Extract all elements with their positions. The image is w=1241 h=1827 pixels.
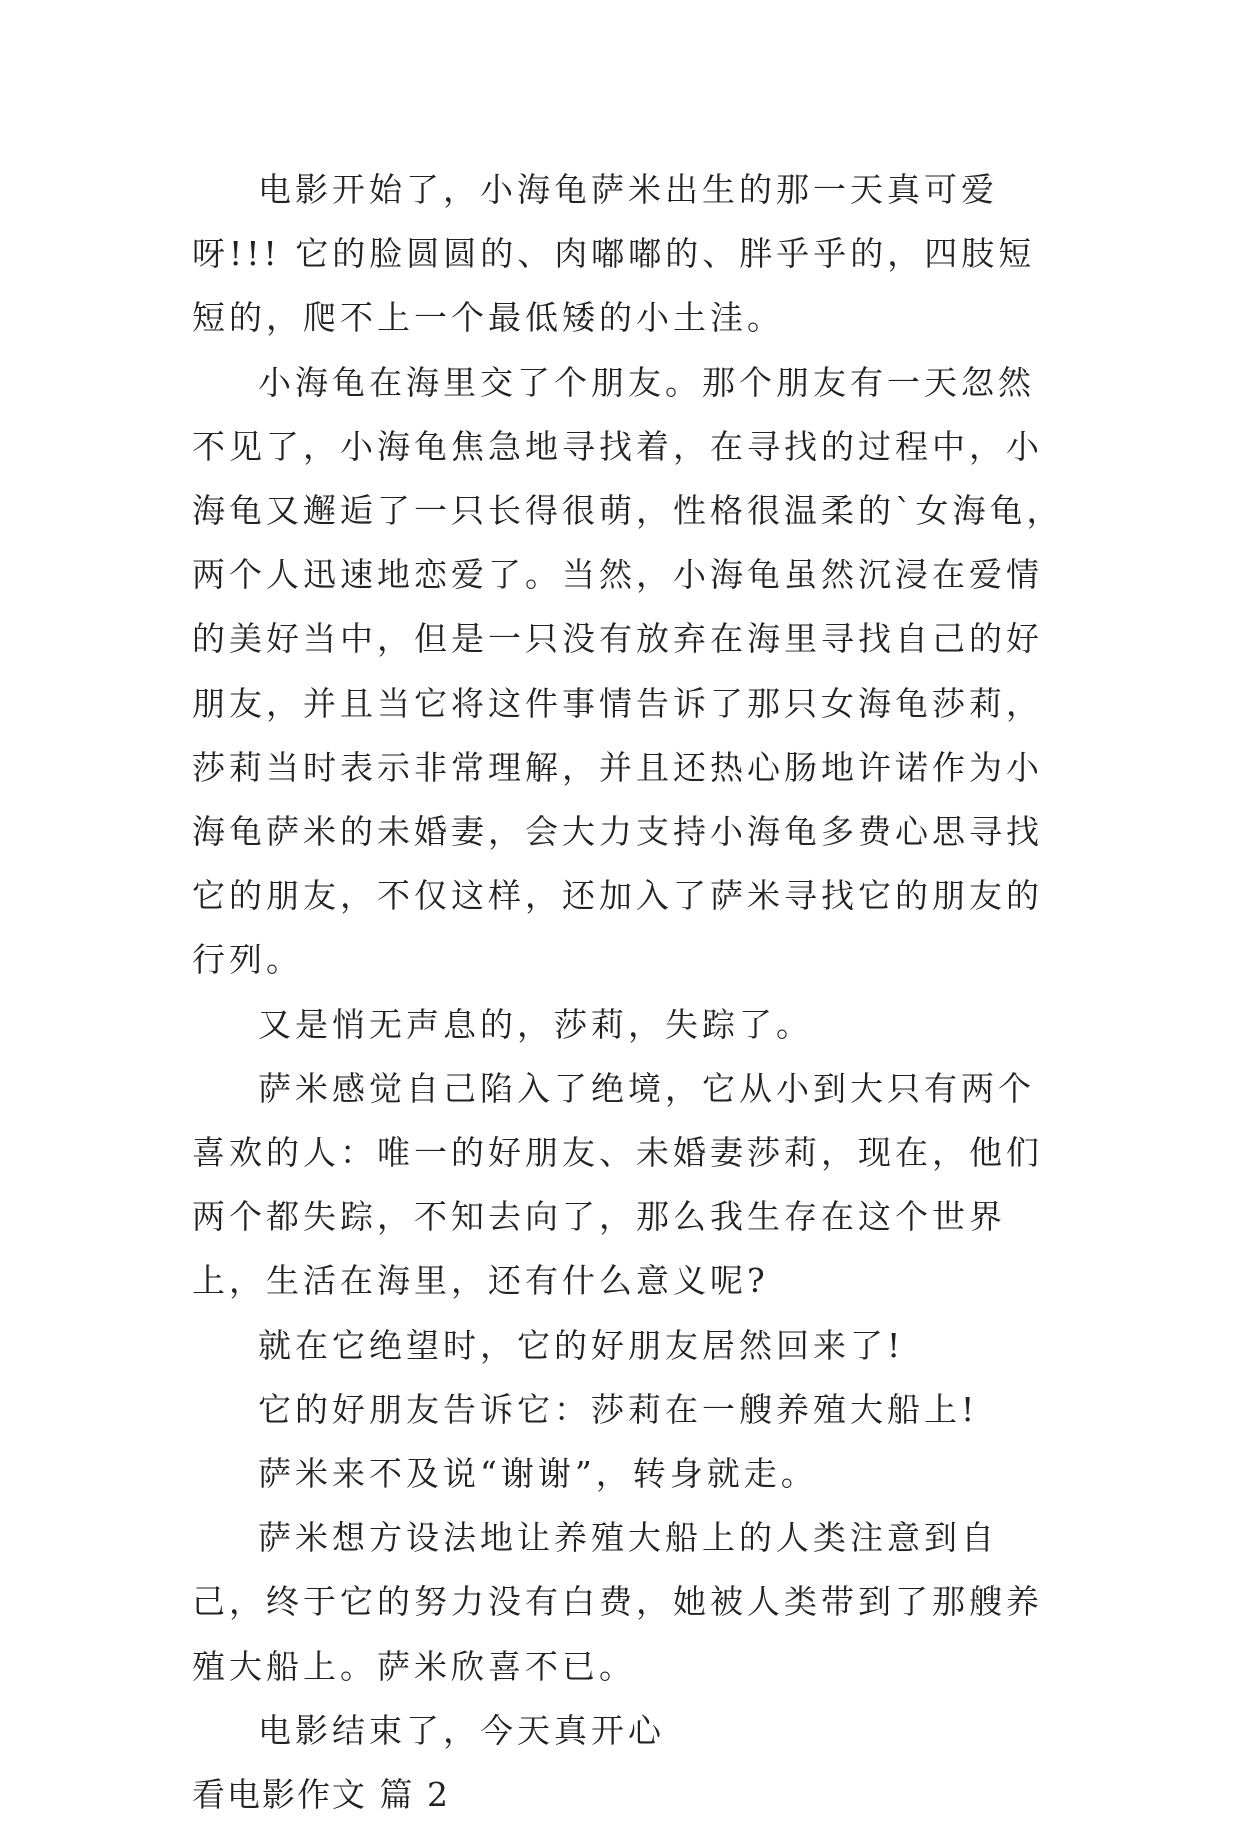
- paragraph-8: 萨米想方设法地让养殖大船上的人类注意到自己，终于它的努力没有白费，她被人类带到了那艘养殖大船上。萨米欣喜不已。: [192, 1518, 1043, 1686]
- paragraph-6: 它的好朋友告诉它：莎莉在一艘养殖大船上!: [258, 1389, 979, 1429]
- paragraph-2: 小海龟在海里交了个朋友。那个朋友有一天忽然不见了，小海龟焦急地寻找着，在寻找的过程中，小海龟又邂逅了一只长得很萌，性格很温柔的`女海龟，两个人迅速地恋爱了。当然，小海龟虽然沉浸在爱情的美好当中，但是一只没有放弃在海里寻找自己的好朋友，并且当它将这件事情告诉了那只女海龟莎莉，莎莉当时表示非常理解，并且还热心肠地许诺作为小海龟萨米的未婚妻，会大力支持小海龟多费心思寻找它的朋友，不仅这样，还加入了萨米寻找它的朋友的行列。: [192, 362, 1064, 980]
- paragraph-3: 又是悄无声息的，莎莉，失踪了。: [258, 1004, 813, 1044]
- paragraph-1: 电影开始了，小海龟萨米出生的那一天真可爱呀!!! 它的脸圆圆的、肉嘟嘟的、胖乎乎的，四肢短短的，爬不上一个最低矮的小土洼。: [192, 170, 1036, 338]
- paragraph-4: 萨米感觉自己陷入了绝境，它从小到大只有两个喜欢的人：唯一的好朋友、未婚妻莎莉，现在，他们两个都失踪，不知去向了，那么我生存在这个世界上，生活在海里，还有什么意义呢?: [192, 1068, 1043, 1301]
- paragraph-7: 萨米来不及说“谢谢”，转身就走。: [258, 1454, 818, 1494]
- paragraph-5: 就在它绝望时，它的好朋友居然回来了!: [258, 1325, 905, 1365]
- paragraph-9: 电影结束了，今天真开心: [258, 1710, 665, 1750]
- section-heading: 看电影作文 篇 2: [192, 1775, 450, 1815]
- document-body: [192, 158, 1064, 1827]
